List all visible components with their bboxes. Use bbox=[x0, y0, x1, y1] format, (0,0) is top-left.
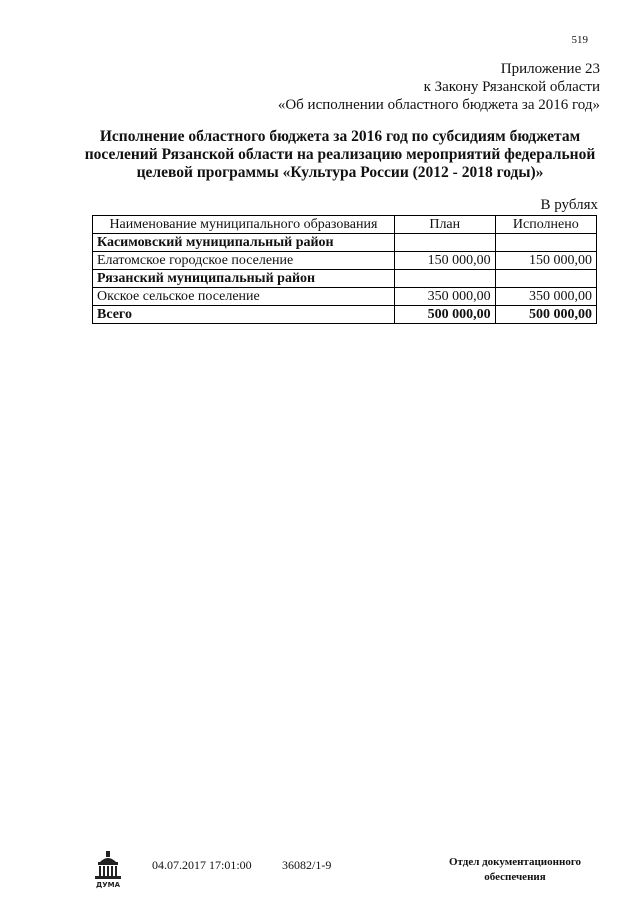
budget-table bbox=[92, 215, 597, 324]
row-done bbox=[495, 270, 596, 288]
footer-datetime: 04.07.2017 17:01:00 bbox=[152, 858, 252, 872]
appendix-header bbox=[278, 60, 600, 114]
row-name: Окское сельское поселение bbox=[93, 288, 395, 306]
row-name: Рязанский муниципальный район bbox=[93, 270, 395, 288]
row-plan: 150 000,00 bbox=[394, 252, 495, 270]
duma-building-icon bbox=[90, 850, 126, 890]
title-line-3: целевой программы «Культура России (2012 - 2018 годы)» bbox=[136, 164, 544, 181]
footer-department bbox=[440, 855, 590, 885]
svg-text:ДУМА: ДУМА bbox=[95, 881, 121, 889]
footer-dept-line-1: Отдел документационного bbox=[448, 856, 582, 868]
footer-reg-number: 36082/1-9 bbox=[282, 858, 332, 872]
row-plan bbox=[394, 270, 495, 288]
row-name: Касимовский муниципальный район bbox=[93, 234, 395, 252]
table-row-district bbox=[93, 234, 597, 252]
appendix-line-2: к Закону Рязанской области bbox=[423, 79, 600, 95]
title-line-2: поселений Рязанской области на реализацию мероприятий федеральной bbox=[84, 146, 596, 163]
document-title bbox=[60, 128, 620, 182]
duma-logo bbox=[90, 850, 126, 890]
header-name: Наименование муниципального образования bbox=[93, 216, 395, 234]
appendix-line-3: «Об исполнении областного бюджета за 2016 год» bbox=[277, 97, 600, 113]
appendix-line-1: Приложение 23 bbox=[500, 61, 600, 77]
table-row-total bbox=[93, 306, 597, 324]
row-plan: 350 000,00 bbox=[394, 288, 495, 306]
row-done: 150 000,00 bbox=[495, 252, 596, 270]
header-plan: План bbox=[394, 216, 495, 234]
title-line-1: Исполнение областного бюджета за 2016 год по субсидиям бюджетам bbox=[99, 128, 581, 145]
row-name: Елатомское городское поселение bbox=[93, 252, 395, 270]
row-done: 500 000,00 bbox=[495, 306, 596, 324]
table-row bbox=[93, 288, 597, 306]
footer-dept-line-2: обеспечения bbox=[484, 871, 546, 883]
table-row bbox=[93, 252, 597, 270]
header-done: Исполнено bbox=[495, 216, 596, 234]
units-label: В рублях bbox=[540, 197, 598, 213]
row-done bbox=[495, 234, 596, 252]
row-name: Всего bbox=[93, 306, 395, 324]
row-plan bbox=[394, 234, 495, 252]
table-header-row bbox=[93, 216, 597, 234]
row-done: 350 000,00 bbox=[495, 288, 596, 306]
row-plan: 500 000,00 bbox=[394, 306, 495, 324]
table-row-district bbox=[93, 270, 597, 288]
page-number: 519 bbox=[571, 34, 588, 46]
